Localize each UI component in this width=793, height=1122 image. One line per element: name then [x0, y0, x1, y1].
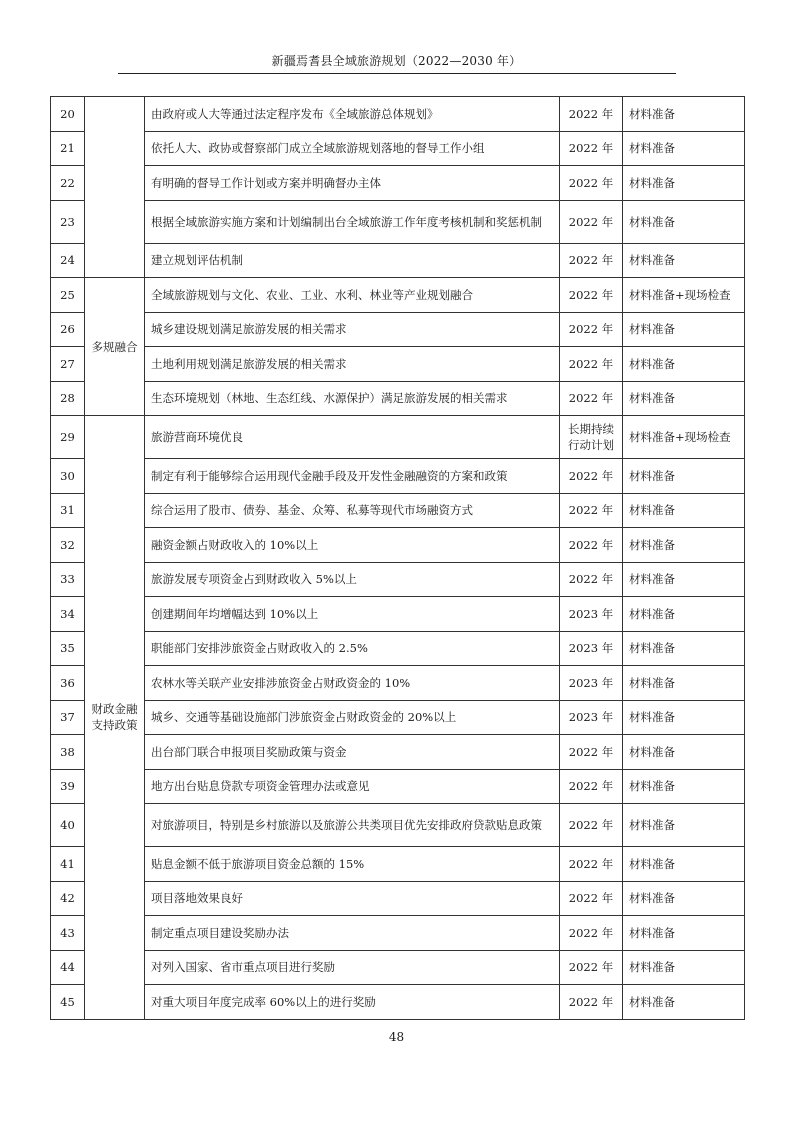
row-number: 45 — [51, 985, 85, 1020]
task-description: 制定有利于能够综合运用现代金融手段及开发性金融融资的方案和政策 — [145, 459, 560, 494]
completion-time: 2022 年 — [560, 985, 623, 1020]
category-cell-group1 — [85, 97, 145, 278]
header-divider — [118, 73, 676, 74]
verification-method: 材料准备+现场检查 — [623, 278, 745, 313]
verification-method: 材料准备 — [623, 769, 745, 804]
table-row — [51, 769, 745, 804]
task-description: 职能部门安排涉旅资金占财政收入的 2.5% — [145, 631, 560, 666]
verification-method: 材料准备 — [623, 804, 745, 847]
verification-method: 材料准备 — [623, 347, 745, 382]
row-number: 43 — [51, 916, 85, 951]
completion-time: 2023 年 — [560, 700, 623, 735]
table-row — [51, 735, 745, 770]
table-row — [51, 312, 745, 347]
table-row — [51, 597, 745, 632]
table-row — [51, 847, 745, 882]
row-number: 29 — [51, 416, 85, 459]
row-number: 44 — [51, 950, 85, 985]
task-description: 地方出台贴息贷款专项资金管理办法或意见 — [145, 769, 560, 804]
completion-time: 2022 年 — [560, 459, 623, 494]
row-number: 33 — [51, 562, 85, 597]
row-number: 21 — [51, 131, 85, 166]
completion-time: 2022 年 — [560, 278, 623, 313]
table-row — [51, 97, 745, 132]
task-description: 城乡建设规划满足旅游发展的相关需求 — [145, 312, 560, 347]
task-description: 出台部门联合申报项目奖励政策与资金 — [145, 735, 560, 770]
row-number: 28 — [51, 381, 85, 416]
completion-time: 2022 年 — [560, 243, 623, 278]
table-row — [51, 562, 745, 597]
row-number: 30 — [51, 459, 85, 494]
row-number: 26 — [51, 312, 85, 347]
verification-method: 材料准备 — [623, 312, 745, 347]
verification-method: 材料准备 — [623, 131, 745, 166]
category-cell-finance: 财政金融支持政策 — [85, 416, 145, 1020]
task-description: 综合运用了股市、债券、基金、众筹、私募等现代市场融资方式 — [145, 493, 560, 528]
verification-method: 材料准备 — [623, 459, 745, 494]
row-number: 36 — [51, 666, 85, 701]
verification-method: 材料准备 — [623, 735, 745, 770]
completion-time: 2022 年 — [560, 950, 623, 985]
page-number: 48 — [388, 1030, 405, 1044]
task-description: 全域旅游规划与文化、农业、工业、水利、林业等产业规划融合 — [145, 278, 560, 313]
row-number: 22 — [51, 166, 85, 201]
completion-time: 2022 年 — [560, 804, 623, 847]
verification-method: 材料准备 — [623, 200, 745, 243]
row-number: 25 — [51, 278, 85, 313]
verification-method: 材料准备 — [623, 493, 745, 528]
completion-time: 2022 年 — [560, 847, 623, 882]
task-description: 由政府或人大等通过法定程序发布《全域旅游总体规划》 — [145, 97, 560, 132]
task-description: 对列入国家、省市重点项目进行奖励 — [145, 950, 560, 985]
table-row — [51, 804, 745, 847]
table-row — [51, 416, 745, 459]
task-description: 制定重点项目建设奖励办法 — [145, 916, 560, 951]
completion-time: 2022 年 — [560, 735, 623, 770]
row-number: 24 — [51, 243, 85, 278]
task-description: 根据全域旅游实施方案和计划编制出台全域旅游工作年度考核机制和奖惩机制 — [145, 200, 560, 243]
row-number: 37 — [51, 700, 85, 735]
verification-method: 材料准备 — [623, 166, 745, 201]
task-description: 城乡、交通等基础设施部门涉旅资金占财政资金的 20%以上 — [145, 700, 560, 735]
task-description: 对重大项目年度完成率 60%以上的进行奖励 — [145, 985, 560, 1020]
table-row — [51, 493, 745, 528]
table-row — [51, 666, 745, 701]
row-number: 32 — [51, 528, 85, 563]
verification-method: 材料准备 — [623, 700, 745, 735]
table-row — [51, 166, 745, 201]
task-description: 生态环境规划（林地、生态红线、水源保护）满足旅游发展的相关需求 — [145, 381, 560, 416]
completion-time: 2022 年 — [560, 381, 623, 416]
category-cell-multi-plan: 多规融合 — [85, 278, 145, 416]
task-description: 建立规划评估机制 — [145, 243, 560, 278]
row-number: 23 — [51, 200, 85, 243]
verification-method: 材料准备 — [623, 381, 745, 416]
task-description: 对旅游项目，特别是乡村旅游以及旅游公共类项目优先安排政府贷款贴息政策 — [145, 804, 560, 847]
table-row — [51, 200, 745, 243]
task-description: 贴息金额不低于旅游项目资金总额的 15% — [145, 847, 560, 882]
verification-method: 材料准备 — [623, 950, 745, 985]
table-row — [51, 631, 745, 666]
completion-time: 2022 年 — [560, 200, 623, 243]
row-number: 34 — [51, 597, 85, 632]
row-number: 38 — [51, 735, 85, 770]
completion-time: 2022 年 — [560, 528, 623, 563]
completion-time: 2023 年 — [560, 597, 623, 632]
verification-method: 材料准备 — [623, 597, 745, 632]
verification-method: 材料准备 — [623, 562, 745, 597]
table-row — [51, 950, 745, 985]
verification-method: 材料准备 — [623, 631, 745, 666]
table-row — [51, 278, 745, 313]
table-row — [51, 131, 745, 166]
completion-time: 2022 年 — [560, 881, 623, 916]
row-number: 27 — [51, 347, 85, 382]
row-number: 31 — [51, 493, 85, 528]
task-description: 有明确的督导工作计划或方案并明确督办主体 — [145, 166, 560, 201]
task-table — [50, 96, 745, 1020]
verification-method: 材料准备 — [623, 666, 745, 701]
task-description: 创建期间年均增幅达到 10%以上 — [145, 597, 560, 632]
completion-time: 长期持续行动计划 — [560, 416, 623, 459]
completion-time: 2023 年 — [560, 666, 623, 701]
table-row — [51, 243, 745, 278]
completion-time: 2022 年 — [560, 131, 623, 166]
row-number: 39 — [51, 769, 85, 804]
row-number: 35 — [51, 631, 85, 666]
table-row — [51, 347, 745, 382]
completion-time: 2023 年 — [560, 631, 623, 666]
task-description: 土地利用规划满足旅游发展的相关需求 — [145, 347, 560, 382]
completion-time: 2022 年 — [560, 347, 623, 382]
table-row — [51, 459, 745, 494]
completion-time: 2022 年 — [560, 97, 623, 132]
table-row — [51, 881, 745, 916]
document-header-title: 新疆焉耆县全域旅游规划（2022—2030 年） — [271, 54, 522, 68]
table-row — [51, 985, 745, 1020]
task-description: 依托人大、政协或督察部门成立全域旅游规划落地的督导工作小组 — [145, 131, 560, 166]
table-row — [51, 700, 745, 735]
row-number: 40 — [51, 804, 85, 847]
task-description: 农林水等关联产业安排涉旅资金占财政资金的 10% — [145, 666, 560, 701]
completion-time: 2022 年 — [560, 312, 623, 347]
completion-time: 2022 年 — [560, 562, 623, 597]
completion-time: 2022 年 — [560, 493, 623, 528]
row-number: 41 — [51, 847, 85, 882]
verification-method: 材料准备 — [623, 847, 745, 882]
verification-method: 材料准备 — [623, 916, 745, 951]
verification-method: 材料准备 — [623, 97, 745, 132]
completion-time: 2022 年 — [560, 166, 623, 201]
task-description: 融资金额占财政收入的 10%以上 — [145, 528, 560, 563]
verification-method: 材料准备+现场检查 — [623, 416, 745, 459]
table-row — [51, 528, 745, 563]
task-description: 旅游营商环境优良 — [145, 416, 560, 459]
row-number: 20 — [51, 97, 85, 132]
table-row — [51, 381, 745, 416]
task-description: 项目落地效果良好 — [145, 881, 560, 916]
verification-method: 材料准备 — [623, 528, 745, 563]
completion-time: 2022 年 — [560, 769, 623, 804]
row-number: 42 — [51, 881, 85, 916]
table-row — [51, 916, 745, 951]
task-description: 旅游发展专项资金占到财政收入 5%以上 — [145, 562, 560, 597]
verification-method: 材料准备 — [623, 985, 745, 1020]
verification-method: 材料准备 — [623, 881, 745, 916]
verification-method: 材料准备 — [623, 243, 745, 278]
completion-time: 2022 年 — [560, 916, 623, 951]
